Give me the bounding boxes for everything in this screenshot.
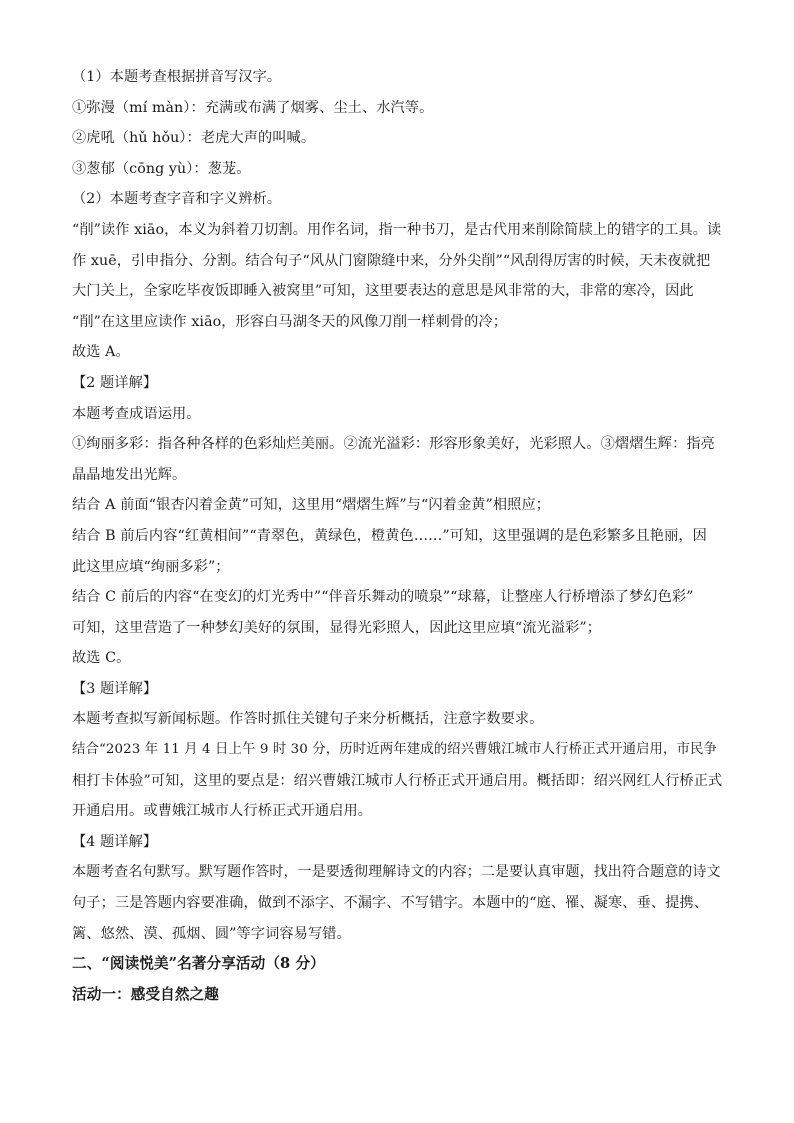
q2-text-line-3: 大门关上，全家吃毕夜饭即睡入被窝里”可知，这里要表达的意思是风非常的大，非常的寒冷，因此	[72, 283, 694, 300]
q1-intro: （1）本题考查根据拼音写汉字。	[72, 69, 282, 85]
q2-text-line-1: “削”读作 xiāo，本义为斜着刀切割。用作名词，指一种书刀，是古代用来削除简牍上的错字的工具。读	[72, 221, 722, 238]
q2-text-line-4: “削”在这里应读作 xiāo，形容白马湖冬天的风像刀削一样刺骨的冷；	[72, 313, 508, 330]
s3-analysis-line-3: 开通启用。或曹娥江城市人行桥正式开通启用。	[72, 803, 373, 820]
s4-analysis-line-3: 篱、悠然、漠、孤烟、圆”等字词容易写错。	[72, 925, 351, 942]
q2-intro: （2）本题考查字音和字义辨析。	[72, 191, 282, 208]
q1-item-2: ②虎吼（hǔ hǒu）：老虎大声的叫喊。	[72, 130, 316, 147]
s4-analysis-line-2: 句子；三是答题内容要准确，做到不添字、不漏字、不写错字。本题中的“庭、罹、凝寒、垂、提携、	[72, 895, 709, 912]
section-heading-2: 【2 题详解】	[72, 374, 158, 391]
s2-analysis-a: 结合 A 前面“银杏闪着金黄”可知，这里用“熠熠生辉”与“闪着金黄”相照应；	[72, 497, 551, 514]
document-page	[72, 62, 722, 1010]
s2-definitions-line-1: ①绚丽多彩：指各种各样的色彩灿烂美丽。②流光溢彩：形容形象美好，光彩照人。③熠熠生辉：指亮	[72, 436, 715, 453]
s2-analysis-c-line-1: 结合 C 前后的内容“在变幻的灯光秀中”“伴音乐舞动的喷泉”“球幕，让整座人行桥增添了梦幻色彩”	[72, 589, 694, 606]
s2-definitions-line-2: 晶晶地发出光辉。	[72, 466, 187, 483]
s2-analysis-c-line-2: 可知，这里营造了一种梦幻美好的氛围，显得光彩照人，因此这里应填“流光溢彩”；	[72, 619, 602, 636]
s3-analysis-line-1: 结合“2023 年 11 月 4 日上午 9 时 30 分，历时近两年建成的绍兴曹娥江城市人行桥正式开通启用，市民争	[72, 742, 717, 758]
q1-item-3: ③葱郁（cōng yù）：葱茏。	[72, 160, 251, 177]
q2-text-line-2: 作 xuē，引申指分、分割。结合句子“风从门窗隙缝中来，分外尖削”“风刮得厉害的时候，天未夜就把	[72, 252, 711, 269]
s2-analysis-b-line-2: 此这里应填“绚丽多彩”；	[72, 558, 230, 575]
q1-item-1: ①弥漫（mí màn）：充满或布满了烟雾、尘土、水汽等。	[72, 99, 434, 116]
s2-analysis-b-line-1: 结合 B 前后内容“红黄相间”“青翠色，黄绿色，橙黄色……”可知，这里强调的是色彩繁多且艳丽，因	[72, 527, 707, 544]
section-heading-4: 【4 题详解】	[72, 833, 158, 850]
q2-answer: 故选 A。	[72, 344, 130, 361]
s2-answer: 故选 C。	[72, 650, 131, 667]
s4-analysis-line-1: 本题考查名句默写。默写题作答时，一是要透彻理解诗文的内容；二是要认真审题，找出符合题意的诗文	[72, 864, 721, 881]
s3-intro: 本题考查拟写新闻标题。作答时抓住关键句子来分析概括，注意字数要求。	[72, 711, 544, 728]
part-two-heading: 二、“阅读悦美”名著分享活动（8 分）	[72, 955, 325, 973]
activity-one-heading: 活动一：感受自然之趣	[72, 985, 219, 1003]
section-heading-3: 【3 题详解】	[72, 680, 158, 697]
s2-intro: 本题考查成语运用。	[72, 405, 201, 422]
s3-analysis-line-2: 相打卡体验”可知，这里的要点是：绍兴曹娥江城市人行桥正式开通启用。概括即：绍兴网红人行桥正式	[72, 772, 723, 789]
